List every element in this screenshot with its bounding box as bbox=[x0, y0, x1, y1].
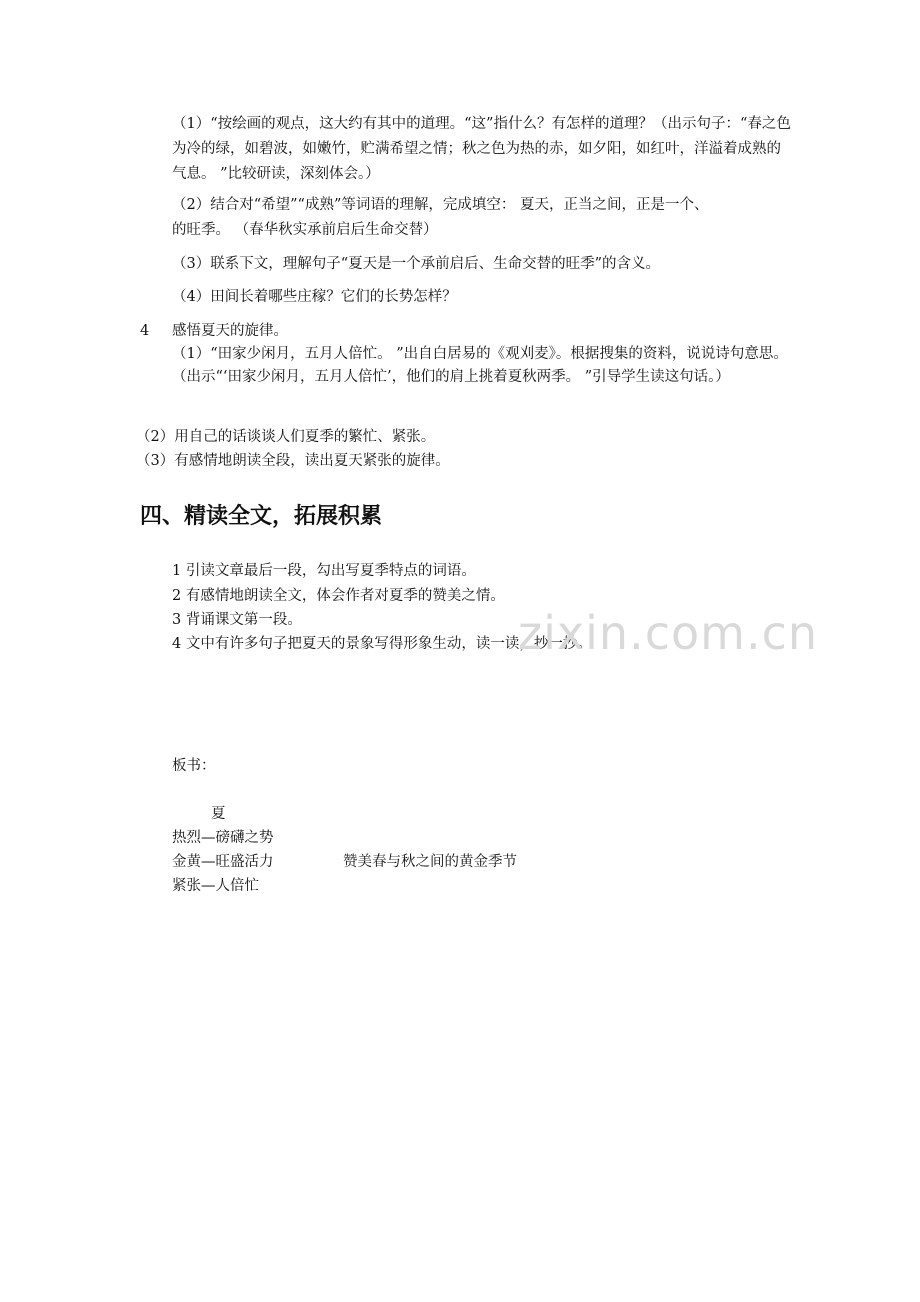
question-2-line-2: 的旺季。 （春华秋实承前启后生命交替） bbox=[172, 222, 438, 238]
item-4-number: 4 bbox=[140, 323, 150, 339]
list-item: 1 引读文章最后一段，勾出写夏季特点的词语。 bbox=[172, 563, 476, 579]
section-4-heading: 四、精读全文，拓展积累 bbox=[140, 504, 383, 529]
list-item: 3 背诵课文第一段。 bbox=[172, 612, 302, 628]
list-item: 2 有感情地朗读全文，体会作者对夏季的赞美之情。 bbox=[172, 588, 505, 604]
question-2-line-1: （2）结合对“希望”“成熟”等词语的理解，完成填空： 夏天，正当之间，正是一个、 bbox=[172, 197, 709, 213]
blackboard-summary: 赞美春与秋之间的黄金季节 bbox=[343, 854, 517, 870]
item-4-question-2: （2）用自己的话谈谈人们夏季的繁忙、紧张。 bbox=[136, 429, 436, 445]
question-3: （3）联系下文，理解句子“夏天是一个承前启后、生命交替的旺季”的含义。 bbox=[172, 256, 661, 272]
blackboard-row: 紧张—人倍忙 bbox=[172, 878, 259, 894]
blackboard-row: 热烈—磅礴之势 bbox=[172, 830, 274, 846]
blackboard-row: 金黄—旺盛活力 bbox=[172, 854, 274, 870]
item-4-question-1: （1）“田家少闲月，五月人倍忙。 ”出自白居易的《观刈麦》。根据搜集的资料，说说诗句意思。 （出示“‘田家少闲月，五月人倍忙’，他们的肩上挑着夏秋两季。 ”引导学生读这句话。） bbox=[172, 346, 788, 385]
item-4-title: 感悟夏天的旋律。 bbox=[172, 323, 288, 339]
question-1: （1）“按绘画的观点，这大约有其中的道理。“这”指什么？有怎样的道理？（出示句子：“春之色为冷的绿，如碧波，如嫩竹，贮满希望之情；秋之色为热的赤，如夕阳，如红叶，洋溢着成熟的气息。 ”比较研读，深刻体会。） bbox=[172, 116, 791, 182]
watermark: zixin.com.cn bbox=[518, 606, 819, 660]
item-4-question-3: （3）有感情地朗读全段，读出夏天紧张的旋律。 bbox=[136, 453, 450, 469]
blackboard-title: 夏 bbox=[211, 806, 226, 822]
question-4: （4）田间长着哪些庄稼？它们的长势怎样？ bbox=[172, 289, 457, 305]
blackboard-label: 板书： bbox=[172, 758, 216, 774]
list-item: 4 文中有许多句子把夏天的景象写得形象生动，读一读，抄一抄。 bbox=[172, 636, 592, 652]
